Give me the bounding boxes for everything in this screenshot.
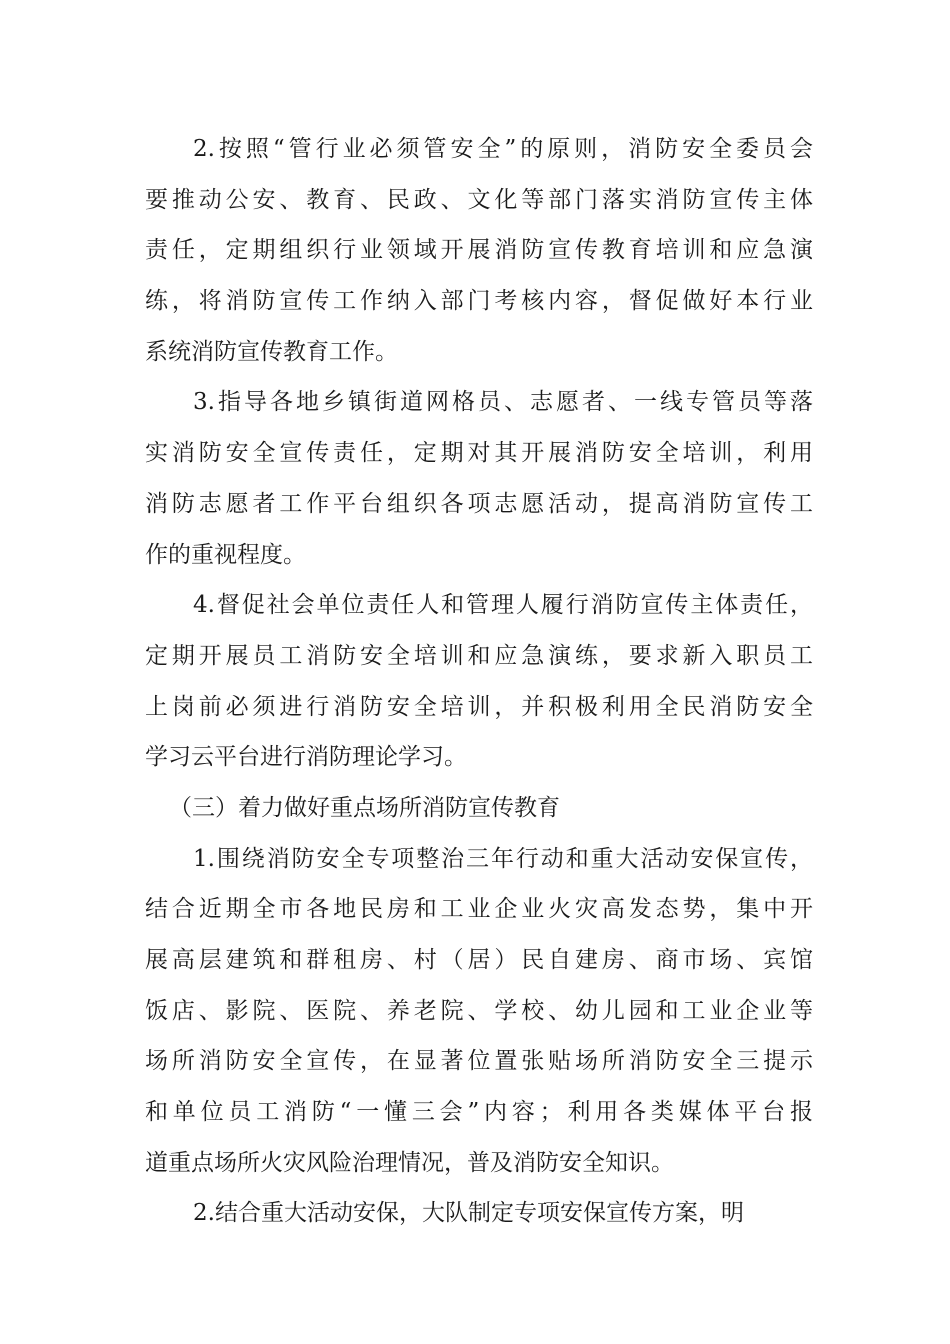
paragraph-3-line-1: 3.指导各地乡镇街道网格员、志愿者、一线专管员等落 (193, 389, 813, 416)
paragraph-1-line-5: 场所消防安全宣传，在显著位置张贴场所消防安全三提示 (145, 1048, 813, 1075)
paragraph-2b-line-1: 2.结合重大活动安保，大队制定专项安保宣传方案，明 (193, 1200, 744, 1227)
paragraph-2-line-3: 责任，定期组织行业领域开展消防宣传教育培训和应急演 (145, 237, 813, 264)
paragraph-4-line-4: 学习云平台进行消防理论学习。 (145, 744, 467, 771)
paragraph-4-line-3: 上岗前必须进行消防安全培训，并积极利用全民消防安全 (145, 693, 813, 720)
paragraph-2-line-4: 练，将消防宣传工作纳入部门考核内容，督促做好本行业 (145, 288, 813, 315)
paragraph-3-line-2: 实消防安全宣传责任，定期对其开展消防安全培训，利用 (145, 440, 813, 467)
paragraph-1-line-7: 道重点场所火灾风险治理情况，普及消防安全知识。 (145, 1149, 674, 1176)
paragraph-3-line-4: 作的重视程度。 (145, 541, 306, 568)
section-heading: （三）着力做好重点场所消防宣传教育 (169, 794, 560, 821)
body-text (145, 124, 813, 1239)
paragraph-1-line-1: 1.围绕消防安全专项整治三年行动和重大活动安保宣传， (193, 845, 813, 872)
paragraph-2-line-2: 要推动公安、教育、民政、文化等部门落实消防宣传主体 (145, 186, 813, 213)
paragraph-4-line-1: 4.督促社会单位责任人和管理人履行消防宣传主体责任， (193, 592, 813, 619)
paragraph-2-line-5: 系统消防宣传教育工作。 (145, 338, 398, 365)
paragraph-1-line-6: 和单位员工消防“一懂三会”内容；利用各类媒体平台报 (145, 1099, 813, 1126)
paragraph-1-line-3: 展高层建筑和群租房、村（居）民自建房、商市场、宾馆 (145, 947, 813, 973)
paragraph-3-line-3: 消防志愿者工作平台组织各项志愿活动，提高消防宣传工 (145, 490, 813, 517)
paragraph-2-line-1: 2.按照“管行业必须管安全”的原则，消防安全委员会 (193, 136, 813, 162)
paragraph-1-line-4: 饭店、影院、医院、养老院、学校、幼儿园和工业企业等 (145, 997, 813, 1024)
paragraph-4-line-2: 定期开展员工消防安全培训和应急演练，要求新入职员工 (145, 642, 813, 669)
paragraph-1-line-2: 结合近期全市各地民房和工业企业火灾高发态势，集中开 (145, 896, 813, 923)
